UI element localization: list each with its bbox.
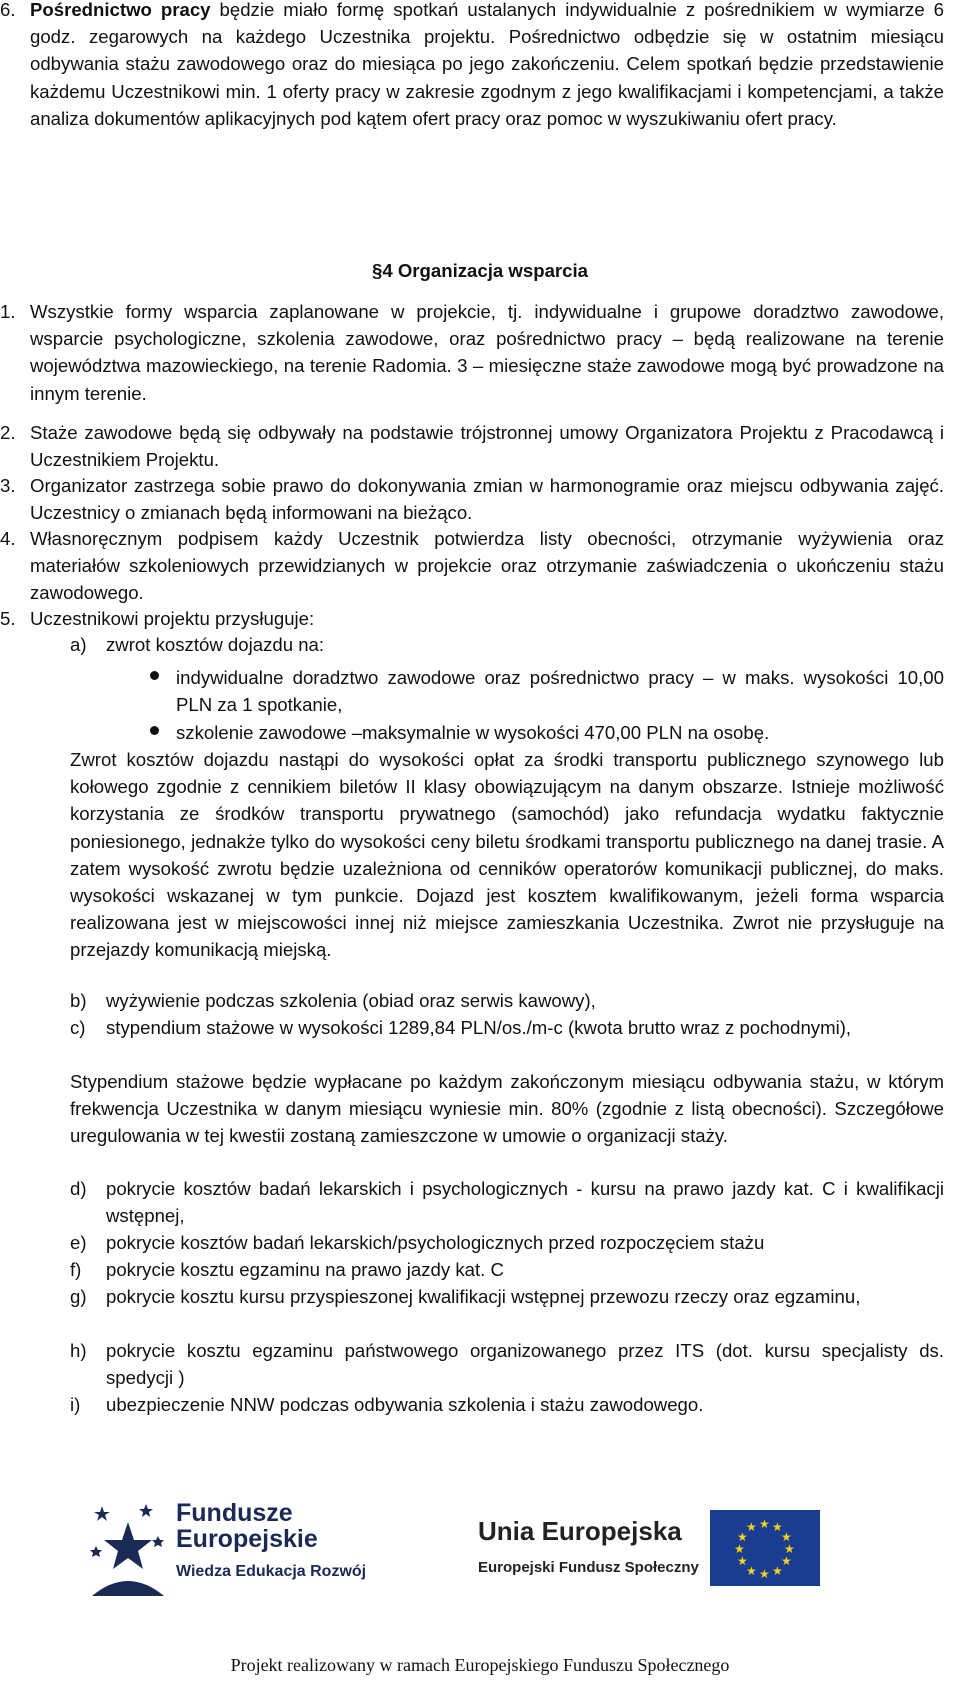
unia-europejska-logo <box>478 1510 898 1600</box>
paragraph-stypendium: Stypendium stażowe będzie wypłacane po każdym zakończonym miesiącu odbywania stażu, w którym frekwencja Uczestnika w danym miesiącu wyniesie min. 80% (zgodnie z listą obecności). Szczegółowe uregulowania w tej kwestii zostaną zamieszczone w umowie o organizacji staży. <box>70 1071 944 1147</box>
ue-fund-name: Europejski Fundusz Społeczny <box>478 1559 699 1576</box>
sub-label-b: b) <box>70 990 87 1011</box>
sub-label-e: e) <box>70 1232 87 1253</box>
sub-text-a: zwrot kosztów dojazdu na: <box>106 634 325 655</box>
sub-text-d: pokrycie kosztów badań lekarskich i psychologicznych - kursu na prawo jazdy kat. C i kwalifikacji wstępnej, <box>106 1178 944 1227</box>
item-bold-lead: Pośrednictwo pracy <box>30 0 211 20</box>
item-text: Wszystkie formy wsparcia zaplanowane w projekcie, tj. indywidualne i grupowe doradztwo zawodowe, wsparcie psychologiczne, szkolenia zawodowe, oraz pośrednictwo pracy – będą realizowane na terenie województwa mazowieckiego, na terenie Radomia. 3 – miesięczne staże zawodowe mogą być prowadzone na innym terenie. <box>30 301 944 404</box>
document-page: 6. Pośrednictwo pracy będzie miało formę spotkań ustalanych indywidualnie z pośrednikiem w wymiarze 6 godz. zegarowych na każdego Uczestnika projektu. Pośrednictwo odbędzie się w ostatnim miesiącu odbywania stażu zawodowego oraz do miesiąca po jego zakończeniu. Celem spotkań będzie przedstawienie każdemu Uczestnikowi min. 1 oferty pracy w zakresie zgodnym z jego kwalifikacjami i kompetencjami, a także analiza dokumentów aplikacyjnych pod kątem ofert pracy oraz pomoc w wyszukiwaniu ofert pracy. §4 Organizacja wsparcia 1. Wszystkie formy wsparcia zaplanowane w projekcie, tj. indywidualne i grupowe doradztwo zawodowe, wsparcie psychologiczne, szkolenia zawodowe, oraz pośrednictwo pracy – będą realizowane na terenie województwa mazowieckiego, na terenie Radomia. 3 – miesięczne staże zawodowe mogą być prowadzone na innym terenie. 2. Staże zawodowe będą się odbywały na podstawie trójstronnej umowy Organizatora Projektu z Pracodawcą i Uczestnikiem Projektu. 3. Organizator zastrzega sobie prawo do dokonywania zmian w harmonogramie oraz miejscu odbywania zajęć. Uczestnicy o zmianach będą informowani na bieżąco. 4. Własnoręcznym podpisem każdy Uczestnik potwierdza listy obecności, otrzymanie wyżywienia oraz materiałów szkoleniowych przewidzianych w projekcie oraz otrzymanie zaświadczenia o ukończeniu stażu zawodowego. 5. Uczestnikowi projektu przysługuje: a) zwrot kosztów dojazdu na: indywidualne doradztwo zawodowe oraz pośrednictwo pracy – w maks. wysokości 10,00 PLN za 1 spotkanie, szkolenie zawodowe –maksymalnie w wysokości 470,00 PLN na osobę. Zwrot kosztów dojazdu nastąpi do wysokości opłat za środki transportu publicznego szynowego lub kołowego zgodnie z cennikiem biletów II klasy obowiązującym na danym obszarze. Istnieje możliwość korzystania ze środków transportu prywatnego (samochód) jako refundacja wydatku faktycznie poniesionego, jednakże tylko do wysokości ceny biletu środkami transportu publicznego na danej trasie. A zatem wysokość zwrotu będzie uzależniona od cenników operatorów komunikacji publicznej, do maks. wysokości wskazanej w tym punkcie. Dojazd jest kosztem kwalifikowanym, jeżeli forma wsparcia realizowana jest w miejscowości innej niż miejsce zamieszkania Uczestnika. Zwrot nie przysługuje na przejazdy komunikacją miejską. b) wyżywienie podczas szkolenia (obiad oraz serwis kawowy), c) stypendium stażowe w wysokości 1289,84 PLN/os./m-c (kwota brutto wraz z pochodnymi), Stypendium stażowe będzie wypłacane po każdym zakończonym miesiącu odbywania stażu, w którym frekwencja Uczestnika w danym miesiącu wyniesie min. 80% (zgodnie z listą obecności). Szczegółowe uregulowania w tej kwestii zostaną zamieszczone w umowie o organizacji staży. d) pokrycie kosztów badań lekarskich i psychologicznych - kursu na prawo jazdy kat. C i kwalifikacji wstępnej, e) pokrycie kosztów badań lekarskich/psychologicznych przed rozpoczęciem stażu f) pokrycie kosztu egzaminu na prawo jazdy kat. C g) pokrycie kosztu kursu przyspieszonej kwalifikacji wstępnej przewozu rzeczy oraz egzaminu, h) pokrycie kosztu egzaminu państwowego organizowanego przez ITS (dot. kursu specjalisty ds. spedycji ) i) ubezpieczenie NNW podczas odbywania szkolenia i stażu zawodowego. Fundusze Europejskie Wiedza Edukacja Rozwój Unia Europejska Europejski Fundusz Społeczny ★ ★ ★ ★ ★ ★ ★ ★ ★ ★ ★ ★ Projekt realizowany w ramach Europejskiego Funduszu Społecznego <box>0 0 960 1681</box>
sub-label-f: f) <box>70 1259 82 1280</box>
sub-label-g: g) <box>70 1286 87 1307</box>
fe-stars-icon <box>88 1500 168 1600</box>
item-text: Staże zawodowe będą się odbywały na podstawie trójstronnej umowy Organizatora Projektu z Pracodawcą i Uczestnikiem Projektu. <box>30 422 944 471</box>
fe-tagline: Wiedza Edukacja Rozwój <box>176 1563 367 1580</box>
sub-text-e: pokrycie kosztów badań lekarskich/psychologicznych przed rozpoczęciem stażu <box>106 1232 765 1253</box>
sub-label-h: h) <box>70 1340 87 1361</box>
sub-label-c: c) <box>70 1017 86 1038</box>
item-text: Pośrednictwo pracy będzie miało formę spotkań ustalanych indywidualnie z pośrednikiem w wymiarze 6 godz. zegarowych na każdego Uczestnika projektu. Pośrednictwo odbędzie się w ostatnim miesiącu odbywania stażu zawodowego oraz do miesiąca po jego zakończeniu. Celem spotkań będzie przedstawienie każdemu Uczestnikowi min. 1 oferty pracy w zakresie zgodnym z jego kwalifikacjami i kompetencjami, a także analiza dokumentów aplikacyjnych pod kątem ofert pracy oraz pomoc w wyszukiwaniu ofert pracy. <box>30 0 944 129</box>
fe-name: Fundusze Europejskie <box>176 1499 318 1553</box>
bullet-text-1: indywidualne doradztwo zawodowe oraz pośrednictwo pracy – w maks. wysokości 10,00 PLN za 1 spotkanie, <box>176 667 944 716</box>
bullet-icon <box>148 664 162 678</box>
sub-label-d: d) <box>70 1178 87 1199</box>
item-text: Własnoręcznym podpisem każdy Uczestnik potwierdza listy obecności, otrzymanie wyżywienia oraz materiałów szkoleniowych przewidzianych w projekcie oraz otrzymanie zaświadczenia o ukończeniu stażu zawodowego. <box>30 528 944 604</box>
sub-label-i: i) <box>70 1394 81 1415</box>
bullet-text-2: szkolenie zawodowe –maksymalnie w wysokości 470,00 PLN na osobę. <box>176 722 770 743</box>
eu-flag-icon: ★ ★ ★ ★ ★ ★ ★ ★ ★ ★ ★ ★ <box>710 1510 820 1586</box>
item-text: Organizator zastrzega sobie prawo do dokonywania zmian w harmonogramie oraz miejscu odbywania zajęć. Uczestnicy o zmianach będą informowani na bieżąco. <box>30 475 944 524</box>
paragraph-zwrot: Zwrot kosztów dojazdu nastąpi do wysokości opłat za środki transportu publicznego szynowego lub kołowego zgodnie z cennikiem biletów II klasy obowiązującym na danym obszarze. Istnieje możliwość korzystania ze środków transportu prywatnego (samochód) jako refundacja wydatku faktycznie poniesionego, jednakże tylko do wysokości ceny biletu środkami transportu publicznego na danej trasie. A zatem wysokość zwrotu będzie uzależniona od cenników operatorów komunikacji publicznej, do maks. wysokości wskazanej w tym punkcie. Dojazd jest kosztem kwalifikowanym, jeżeli forma wsparcia realizowana jest w miejscowości innej niż miejsce zamieszkania Uczestnika. Zwrot nie przysługuje na przejazdy komunikacją miejską. <box>70 749 944 961</box>
item-text: Uczestnikowi projektu przysługuje: <box>30 608 315 629</box>
sub-text-f: pokrycie kosztu egzaminu na prawo jazdy kat. C <box>106 1259 504 1280</box>
sub-text-i: ubezpieczenie NNW podczas odbywania szkolenia i stażu zawodowego. <box>106 1394 704 1415</box>
bullet-icon <box>148 719 162 733</box>
fundusze-europejskie-logo <box>88 1500 408 1610</box>
sub-label-a: a) <box>70 634 87 655</box>
sub-text-g: pokrycie kosztu kursu przyspieszonej kwalifikacji wstępnej przewozu rzeczy oraz egzaminu, <box>106 1286 861 1307</box>
section-heading: §4 Organizacja wsparcia <box>371 260 588 281</box>
sub-text-b: wyżywienie podczas szkolenia (obiad oraz serwis kawowy), <box>106 990 596 1011</box>
ue-name: Unia Europejska <box>478 1516 682 1546</box>
sub-text-h: pokrycie kosztu egzaminu państwowego organizowanego przez ITS (dot. kursu specjalisty ds. spedycji ) <box>106 1340 944 1389</box>
item-number: 6. <box>0 0 16 20</box>
item-6 <box>0 0 944 136</box>
footer-logos <box>0 1470 960 1610</box>
footer-text: Projekt realizowany w ramach Europejskiego Funduszu Społecznego <box>230 1655 730 1675</box>
sub-text-c: stypendium stażowe w wysokości 1289,84 PLN/os./m-c (kwota brutto wraz z pochodnymi), <box>106 1017 852 1038</box>
